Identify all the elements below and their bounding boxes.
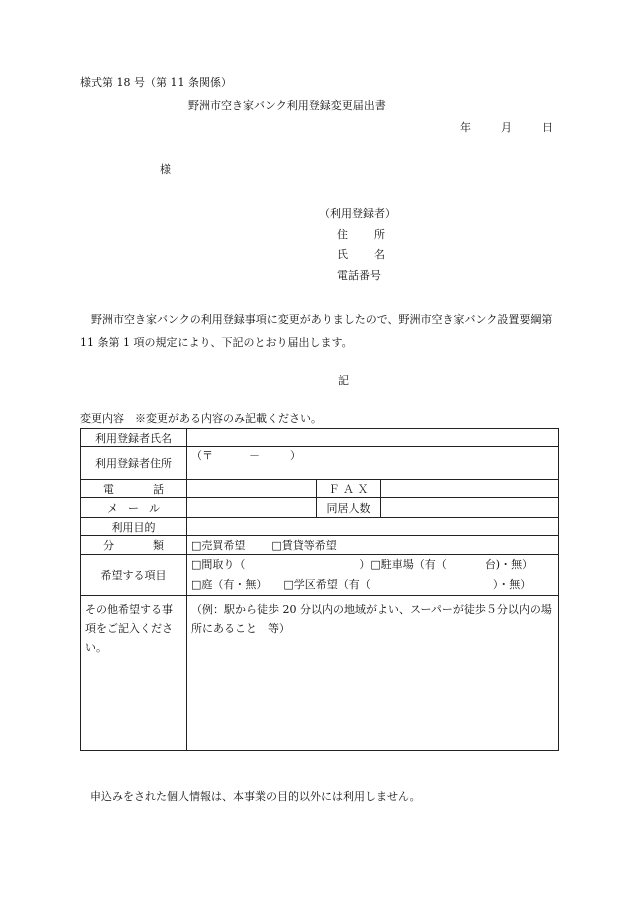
- table-row: [81, 498, 559, 518]
- rent-checkbox[interactable]: □賃貸等希望: [271, 539, 337, 552]
- mail-field[interactable]: [187, 498, 317, 518]
- table-row: [81, 518, 559, 536]
- category-options: [187, 536, 559, 555]
- school-district-checkbox[interactable]: □学区希望（有（: [283, 578, 371, 591]
- address-field[interactable]: [187, 447, 559, 480]
- change-form-table: [80, 428, 559, 751]
- hope-label: 希望する項目: [81, 555, 187, 596]
- registrant-block: [319, 204, 396, 286]
- date-year: 年: [460, 121, 471, 134]
- document-title: 野洲市空き家バンク利用登録変更届出書: [188, 99, 386, 112]
- name-field[interactable]: [187, 429, 559, 447]
- table-row: [81, 480, 559, 498]
- ki-heading: 記: [338, 374, 349, 387]
- parking-checkbox[interactable]: ）□駐車場（有（: [359, 558, 447, 571]
- household-field[interactable]: [381, 498, 559, 518]
- layout-checkbox[interactable]: □間取り（: [191, 558, 246, 571]
- other-label: その他希望する事項をご記入ください。: [81, 596, 187, 751]
- table-row: [81, 536, 559, 555]
- garden-checkbox[interactable]: □庭（有・無）: [191, 578, 268, 591]
- registrant-heading: （利用登録者）: [319, 207, 396, 220]
- purpose-label: 利用目的: [81, 518, 187, 536]
- table-row: [81, 429, 559, 447]
- purpose-field[interactable]: [187, 518, 559, 536]
- phone-label: 電 話: [81, 480, 187, 498]
- fax-field[interactable]: [381, 480, 559, 498]
- registrant-address-label: 住 所: [337, 227, 385, 241]
- name-label: 利用登録者氏名: [81, 429, 187, 447]
- date-line: [460, 119, 553, 135]
- sale-checkbox[interactable]: □売買希望: [191, 539, 246, 552]
- table-row: [81, 555, 559, 596]
- fax-label: Ｆ Ａ Ｘ: [317, 480, 381, 498]
- change-note: 変更内容 ※変更がある内容のみ記載ください。: [80, 412, 322, 425]
- parking-count: 台)・無）: [484, 558, 534, 571]
- address-label: 利用登録者住所: [81, 447, 187, 480]
- postal-dash: －: [249, 449, 260, 462]
- category-label: 分 類: [81, 536, 187, 555]
- household-label: 同居人数: [317, 498, 381, 518]
- form-number: 様式第 18 号（第 11 条関係）: [80, 76, 232, 89]
- mail-label: メ ー ル: [81, 498, 187, 518]
- phone-field[interactable]: [187, 480, 317, 498]
- hope-options: [187, 555, 559, 596]
- footer-note: 申込みをされた個人情報は、本事業の目的以外には利用しません。: [90, 790, 421, 803]
- table-row: [81, 596, 559, 751]
- date-day: 日: [542, 121, 553, 134]
- body-paragraph: 野洲市空き家バンクの利用登録事項に変更がありましたので、野洲市空き家バンク設置要綱第 11 条第 1 項の規定により、下記のとおり届出します。: [80, 313, 553, 349]
- addressee: 様: [160, 163, 171, 176]
- school-district-close: ）・無）: [492, 578, 532, 591]
- registrant-name-label: 氏 名: [337, 248, 385, 261]
- postal-close: ）: [290, 449, 301, 462]
- table-row: [81, 447, 559, 480]
- registrant-phone-label: 電話番号: [337, 268, 381, 282]
- postal-mark: （〒: [191, 449, 213, 462]
- other-field[interactable]: （例：駅から徒歩 20 分以内の地域がよい、スーパーが徒歩５分以内の場所にあること 等）: [187, 596, 559, 751]
- date-month: 月: [501, 121, 512, 134]
